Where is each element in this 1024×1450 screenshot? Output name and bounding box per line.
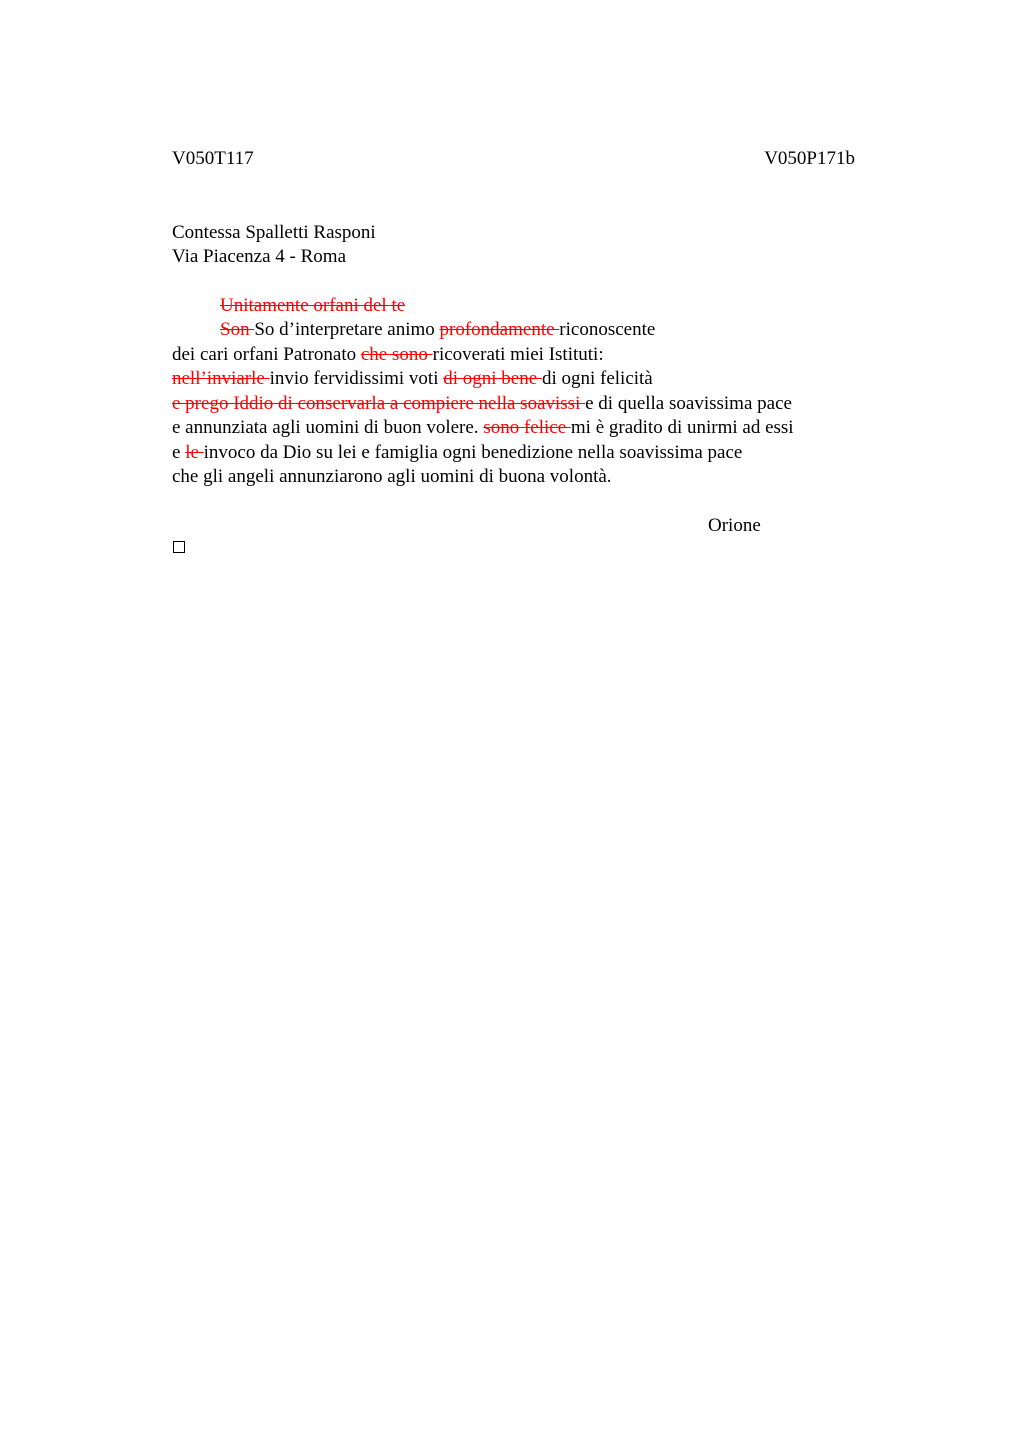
reference-code-right: V050P171b: [764, 148, 855, 169]
deleted-text: Son: [220, 319, 255, 340]
body-text: invio fervidissimi voti: [269, 368, 444, 389]
body-line-4: [172, 367, 653, 391]
body-line-2: [220, 318, 655, 342]
body-line-6: [172, 416, 794, 440]
recipient-address: Via Piacenza 4 - Roma: [172, 246, 347, 267]
signature: Orione: [708, 515, 761, 536]
body-text: e di quella soavissima pace: [585, 393, 792, 414]
body-text: e annunziata agli uomini di buon volere.: [172, 417, 484, 438]
body-text: invoco da Dio su lei e famiglia ogni benedizione nella soavissima pace: [203, 442, 743, 463]
deleted-text: profondamente: [439, 319, 560, 340]
empty-square-icon: [173, 541, 185, 553]
body-text: di ogni felicità: [541, 368, 653, 389]
deleted-text: sono felice: [483, 417, 571, 438]
body-line-5: [172, 392, 792, 416]
body-line-1: [220, 294, 405, 318]
body-text: dei cari orfani Patronato: [172, 344, 361, 365]
body-line-7: [172, 441, 742, 465]
body-text: riconoscente: [559, 319, 656, 340]
body-line-3: [172, 343, 604, 367]
body-text: ricoverati miei Istituti:: [432, 344, 604, 365]
deleted-text: Unitamente orfani del te: [220, 295, 406, 316]
recipient-name: Contessa Spalletti Rasponi: [172, 222, 376, 243]
body-line-8: [172, 465, 612, 489]
reference-code-left: V050T117: [172, 148, 254, 169]
body-text: e: [172, 442, 186, 463]
deleted-text: le: [185, 442, 204, 463]
deleted-text: e prego Iddio di conservarla a compiere nella soavissi: [172, 393, 586, 414]
deleted-text: che sono: [360, 344, 433, 365]
body-text: che gli angeli annunziarono agli uomini di buona volontà.: [172, 466, 612, 487]
deleted-text: nell’inviarle: [172, 368, 270, 389]
deleted-text: di ogni bene: [443, 368, 542, 389]
body-text: So d’interpretare animo: [254, 319, 440, 340]
body-text: mi è gradito di unirmi ad essi: [570, 417, 794, 438]
